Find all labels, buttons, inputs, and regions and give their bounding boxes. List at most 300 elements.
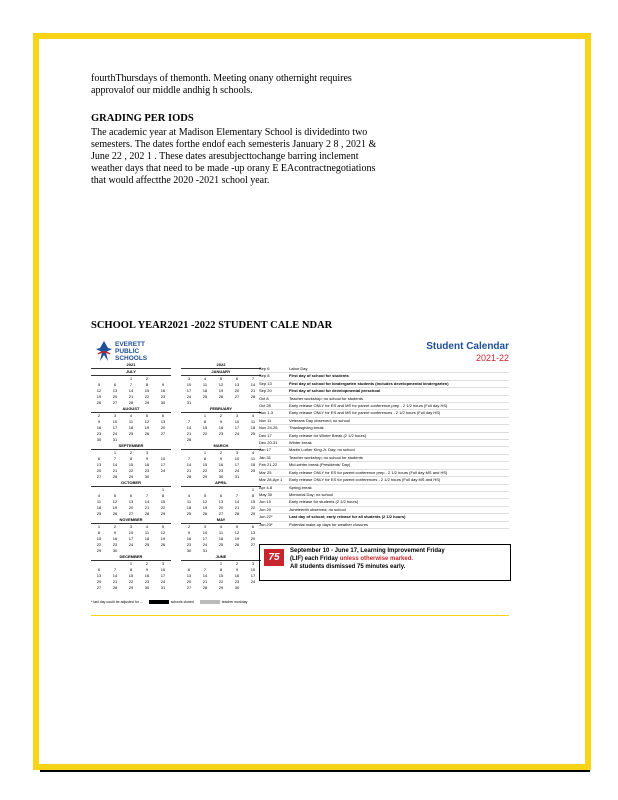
day-cell: 24 [250,579,256,584]
day-cell [245,585,261,591]
divider [91,615,509,616]
event-text: Early release ONLY for ES and MS for parent conferences - 2 1/2 hours (Full day HS) [289,410,441,416]
day-cell: 15 [202,462,208,467]
month-grid [181,376,261,406]
day-cell: 18 [218,536,224,541]
event-date: Jun 22* [259,514,273,520]
day-cell: 27 [112,400,118,405]
day-cell: 11 [144,530,150,535]
event-text: Mid-winter break (Presidents' Day) [289,462,351,468]
grading-periods-heading: GRADING PER IODS [91,113,194,124]
event-row [259,396,509,403]
day-cell: 10 [234,419,240,424]
event-row [259,388,509,395]
day-cell: 29 [160,511,166,516]
day-cell: 7 [251,376,255,381]
event-date: Apr 4-8 [259,484,273,490]
day-cell: 9 [161,382,165,387]
event-date: Nov 1-3 [259,410,274,416]
month-name: OCTOBER [91,480,171,487]
day-cell: 17 [250,573,256,578]
event-row [259,477,509,484]
logo-wordmark [115,341,147,362]
day-cell: 8 [161,493,165,498]
event-row [259,440,509,447]
day-cell: 11 [202,382,208,387]
day-cell: 23 [218,431,224,436]
day-cell: 17 [202,536,208,541]
day-cell: 27 [186,585,192,590]
day-cell: 23 [234,579,240,584]
day-cell: 14 [186,462,192,467]
day-cell: 22 [250,505,256,510]
event-date: Dec 17 [259,432,272,438]
day-cell: 15 [218,573,224,578]
month-grid [181,450,261,480]
day-cell: 6 [113,382,117,387]
day-cell: 15 [202,425,208,430]
day-cell: 7 [187,456,191,461]
event-text: Teacher workshop; no school for students [289,395,363,401]
event-text: Spring break [289,484,312,490]
day-cell: 8 [145,382,149,387]
day-cell: 18 [144,536,150,541]
day-cell: 13 [96,573,102,578]
day-cell: 3 [203,524,207,529]
day-cell: 26 [202,511,208,516]
day-cell: 26 [160,542,166,547]
event-text: Potential make-up days for weather closures [289,521,368,527]
event-date: Oct 8 [259,395,269,401]
event-date: Nov 24-26 [259,425,278,431]
day-cell: 15 [96,536,102,541]
legend-label: schools closed [170,600,194,604]
day-cell: 4 [97,493,101,498]
day-cell: 4 [251,413,255,418]
event-text: Early release for Winter Break (2 1/2 hours) [289,432,367,438]
day-cell: 30 [186,548,192,553]
logo-line: SCHOOLS [115,355,148,362]
day-cell: 13 [234,382,240,387]
day-cell: 20 [96,579,102,584]
event-text: Memorial Day; no school [289,491,334,497]
day-cell [155,474,171,480]
day-cell: 1 [251,487,255,492]
day-cell: 13 [160,419,166,424]
event-row [259,373,509,380]
day-cell: 11 [128,419,134,424]
day-cell: 6 [251,524,255,529]
legend-label: teacher workday [221,600,248,604]
day-cell: 12 [96,388,102,393]
month-name: AUGUST [91,406,171,413]
day-cell: 27 [160,431,166,436]
day-cell: 2 [145,561,149,566]
day-cell: 2 [97,413,101,418]
day-cell: 21 [144,505,150,510]
day-cell: 19 [96,394,102,399]
day-cell: 23 [218,468,224,473]
day-cell: 29 [128,474,134,479]
event-date: Mar 28-Apr 1 [259,477,283,483]
event-row [259,447,509,454]
day-cell: 1 [113,450,117,455]
month-name: FEBRUARY [181,406,261,413]
notice-line [290,555,445,563]
day-cell: 22 [128,579,134,584]
day-cell: 21 [186,431,192,436]
month-name: DECEMBER [91,554,171,561]
notice-highlight: unless otherwise marked. [339,556,414,562]
day-cell: 28 [112,474,118,479]
legend-note: * last day could be adjusted for ... [91,600,143,605]
day-cell: 17 [234,425,240,430]
day-cell: 9 [187,530,191,535]
day-cell: 3 [235,450,239,455]
event-text: First day of school for kindergarten students (includes developmental kindergarten) [289,380,449,386]
event-row [259,470,509,477]
day-cell: 6 [97,456,101,461]
event-row [259,455,509,462]
event-row [259,433,509,440]
day-cell: 9 [145,456,149,461]
day-cell: 16 [186,536,192,541]
text-line: weather days that need to be made -up orany E EAcontractnegotiations [91,163,376,174]
day-cell: 5 [203,493,207,498]
day-cell: 24 [234,431,240,436]
day-cell: 5 [97,382,101,387]
day-cell: 22 [128,468,134,473]
event-date: Dec 20-31 [259,440,278,446]
day-cell: 12 [202,499,208,504]
day-cell: 31 [202,548,208,553]
day-cell: 25 [202,394,208,399]
day-cell: 18 [186,505,192,510]
day-cell: 5 [235,524,239,529]
day-cell: 29 [128,585,134,590]
day-cell: 21 [186,468,192,473]
day-cell: 16 [96,425,102,430]
event-text: First day of school for developmental preschool [289,388,381,394]
event-row [259,522,509,529]
day-cell: 13 [128,499,134,504]
day-cell: 2 [219,450,223,455]
day-cell: 1 [97,524,101,529]
month-name: JUNE [181,554,261,561]
day-cell: 25 [218,542,224,547]
month-name: APRIL [181,480,261,487]
calendar-year: 2021-22 [475,353,509,363]
day-cell [229,548,245,554]
event-text: Winter break [289,440,312,446]
day-cell: 31 [186,400,192,405]
swatch [200,600,220,604]
event-text: Labor Day [289,366,308,371]
day-cell: 26 [144,431,150,436]
day-cell: 22 [144,394,150,399]
day-cell: 18 [128,425,134,430]
day-cell: 7 [235,493,239,498]
student-calendar-image [91,336,509,618]
month-grid [181,561,261,591]
event-text: Thanksgiving break [289,425,324,431]
day-cell: 3 [235,413,239,418]
day-cell: 19 [144,425,150,430]
day-cell: 8 [219,567,223,572]
day-cell: 9 [97,419,101,424]
day-cell: 7 [129,382,133,387]
day-cell: 17 [186,388,192,393]
day-cell: 6 [187,567,191,572]
day-cell: 12 [144,419,150,424]
badge-75: 75 [264,549,284,566]
day-cell: 1 [161,487,165,492]
calendar-title: Student Calendar [426,341,509,352]
day-cell: 6 [97,567,101,572]
event-row [259,499,509,506]
day-cell: 25 [128,431,134,436]
calendar-heading: SCHOOL YEAR2021 -2022 STUDENT CALE NDAR [91,320,333,331]
event-date: Jun 10 [259,499,272,505]
day-cell: 14 [186,425,192,430]
day-cell [155,548,171,554]
day-cell: 20 [128,505,134,510]
day-cell: 25 [96,511,102,516]
day-cell: 31 [160,585,166,590]
month-name: NOVEMBER [91,517,171,524]
day-cell: 1 [219,561,223,566]
logo-line: PUBLIC [115,348,140,355]
day-cell: 28 [234,511,240,516]
day-cell: 24 [160,579,166,584]
day-cell: 4 [187,493,191,498]
year-label: 2021 [91,362,171,369]
day-cell: 6 [219,493,223,498]
event-date: Jun 23* [259,521,273,527]
month-grid [181,524,261,554]
event-date: Mar 25 [259,469,272,475]
event-date: Sep 13 [259,380,272,386]
day-cell: 8 [203,456,207,461]
month-grid [91,376,171,406]
event-date: Sep 8 [259,373,270,379]
day-cell: 16 [218,425,224,430]
event-text: Early release for students (2 1/2 hours) [289,499,359,505]
text-line: fourthThursdays of themonth. Meeting onany othernight requires [91,73,352,84]
day-cell: 23 [112,542,118,547]
day-cell: 8 [129,456,133,461]
day-cell: 16 [218,462,224,467]
day-cell: 13 [186,573,192,578]
day-cell: 11 [250,456,256,461]
day-cell: 3 [145,450,149,455]
day-cell: 2 [129,450,133,455]
day-cell: 30 [144,585,150,590]
event-row [259,514,509,521]
day-cell: 27 [234,394,240,399]
day-cell: 17 [160,462,166,467]
day-cell: 11 [186,499,192,504]
calendar-legend [91,600,247,604]
day-cell: 12 [112,499,118,504]
logo-icon [95,340,113,362]
day-cell: 25 [144,542,150,547]
event-text: Teacher workshop; no school for students [289,454,363,460]
day-cell: 26 [112,511,118,516]
day-cell: 19 [234,536,240,541]
day-cell: 18 [250,462,256,467]
day-cell: 29 [250,511,256,516]
day-cell: 9 [145,567,149,572]
day-cell: 23 [144,579,150,584]
month-grid [91,524,171,554]
day-cell: 19 [112,505,118,510]
day-cell: 24 [186,394,192,399]
day-cell: 14 [112,462,118,467]
day-cell: 21 [250,388,256,393]
logo-line: EVERETT [115,341,145,348]
day-cell: 2 [113,524,117,529]
month-name: MAY [181,517,261,524]
day-cell: 19 [202,505,208,510]
day-cell: 24 [160,468,166,473]
day-cell: 14 [250,382,256,387]
day-cell: 6 [235,376,239,381]
day-cell: 15 [144,388,150,393]
event-text: Early release ONLY for ES for parent conferences - 2 1/2 hours (Full day MS and HS) [289,477,441,483]
day-cell: 18 [202,388,208,393]
day-cell: 15 [250,499,256,504]
events-list [259,366,509,529]
day-cell: 26 [218,394,224,399]
month-grid [91,450,171,480]
day-cell: 26 [96,400,102,405]
day-cell: 30 [112,548,118,553]
notice-line-part: (LIF) each Friday [290,556,340,562]
day-cell: 1 [129,376,133,381]
day-cell: 17 [160,573,166,578]
day-cell: 14 [128,388,134,393]
day-cell: 10 [202,530,208,535]
event-text: Martin Luther King Jr. Day; no school [289,447,355,453]
day-cell: 18 [250,425,256,430]
day-cell: 10 [160,567,166,572]
day-cell: 3 [129,524,133,529]
event-row [259,381,509,388]
year-label: 2022 [181,362,261,369]
day-cell: 23 [186,542,192,547]
day-cell: 2 [145,376,149,381]
day-cell: 10 [234,456,240,461]
day-cell: 20 [160,425,166,430]
event-row [259,492,509,499]
day-cell: 20 [112,394,118,399]
day-cell: 4 [251,450,255,455]
day-cell: 10 [250,567,256,572]
day-cell: 2 [187,524,191,529]
text-line: semesters. The dates forthe endof each semesteris January 2 8 , 2021 & [91,139,377,150]
day-cell: 3 [187,376,191,381]
day-cell: 4 [145,524,149,529]
day-cell: 14 [112,573,118,578]
day-cell: 8 [97,530,101,535]
event-row [259,425,509,432]
day-cell: 22 [218,579,224,584]
month-grid [181,413,261,443]
day-cell: 1 [129,561,133,566]
day-cell: 31 [234,474,240,479]
event-row [259,462,509,469]
day-cell: 5 [113,493,117,498]
day-cell: 22 [160,505,166,510]
event-date: Jan 31 [259,454,272,460]
event-text: Juneteenth observed; no school [289,506,346,512]
day-cell: 10 [186,382,192,387]
day-cell: 9 [235,567,239,572]
event-text: First day of school for students [289,373,349,379]
day-cell: 20 [96,468,102,473]
day-cell: 16 [144,573,150,578]
day-cell: 2 [235,561,239,566]
month-grid [181,487,261,517]
day-cell: 12 [234,530,240,535]
day-cell: 24 [234,468,240,473]
event-date: Jan 17 [259,447,272,453]
text-line: The academic year at Madison Elementary School is dividedinto two [91,127,368,138]
text-line: approvalof our middle andhig h schools. [91,85,253,96]
day-cell: 7 [113,567,117,572]
event-text: Last day of school; early release for all students (2 1/2 hours) [289,514,406,520]
day-cell: 13 [250,530,256,535]
day-cell: 25 [250,431,256,436]
day-cell [229,437,245,443]
day-cell: 26 [234,542,240,547]
day-cell: 30 [234,585,240,590]
month-name: SEPTEMBER [91,443,171,450]
day-cell: 5 [219,376,223,381]
day-cell: 19 [218,388,224,393]
day-cell: 1 [203,413,207,418]
day-cell: 18 [96,505,102,510]
day-cell: 20 [186,579,192,584]
day-cell: 11 [96,499,102,504]
month-grid [91,561,171,591]
day-cell: 20 [250,536,256,541]
months-column-left [91,362,171,591]
event-text: Early release ONLY for ES for parent conference prep - 2 1/2 hours (Full day MS and HS) [289,469,448,475]
day-cell: 2 [219,413,223,418]
day-cell: 28 [202,585,208,590]
event-text: Early release ONLY for ES and MS for parent conference prep - 2 1/2 hours (Full day HS) [289,403,448,409]
day-cell: 3 [161,561,165,566]
day-cell: 30 [218,474,224,479]
text-line: that would affectthe 2020 -2021 school year. [91,175,270,186]
notice-text [290,547,445,571]
day-cell: 15 [160,499,166,504]
day-cell: 29 [96,548,102,553]
day-cell: 8 [203,419,207,424]
day-cell: 4 [129,413,133,418]
day-cell: 5 [161,524,165,529]
day-cell: 24 [202,542,208,547]
event-row [259,366,509,373]
day-cell: 13 [218,499,224,504]
day-cell: 10 [128,530,134,535]
day-cell: 3 [251,561,255,566]
day-cell: 30 [96,437,102,442]
day-cell: 4 [203,376,207,381]
text-line: June 22 , 202 1 . These dates aresubjecttochange barring inclement [91,151,359,162]
